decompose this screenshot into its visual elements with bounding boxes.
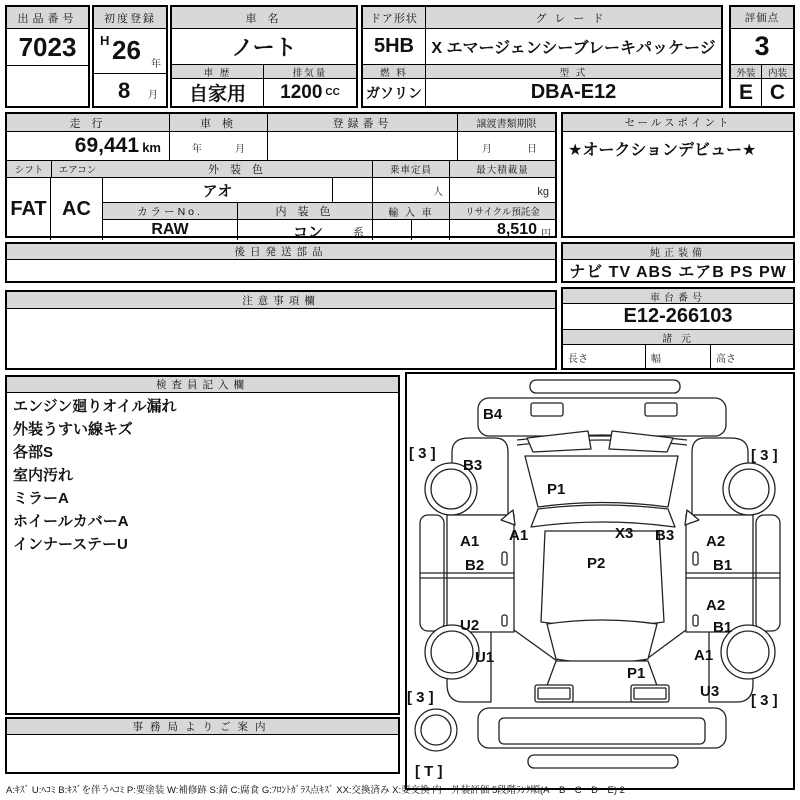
first-registration-month	[94, 74, 166, 108]
shaken-month-suffix: 月	[235, 144, 245, 155]
sales-point-box	[561, 112, 795, 238]
color-no-value: RAW	[151, 221, 189, 238]
inspector-note-line: ホイールカバーA	[13, 513, 129, 530]
spec-height-cell	[710, 345, 797, 368]
later-parts-box	[5, 242, 557, 283]
inspector-notes	[13, 395, 393, 556]
exterior-color-subcell	[332, 178, 372, 203]
chassis-header: 車台番号	[563, 289, 793, 304]
damage-code: B3	[655, 527, 675, 544]
damage-code: B3	[463, 457, 483, 474]
fuel-value: ガソリン	[363, 79, 426, 106]
transfer-month-suffix: 月	[482, 144, 492, 155]
year-suffix: 年	[151, 59, 161, 70]
wheel-rear-left-inner	[431, 631, 473, 673]
damage-code: P2	[587, 555, 606, 572]
inspector-note-line: エンジン廻りオイル漏れ	[13, 398, 177, 415]
history-value: 自家用	[172, 79, 264, 106]
taillight-right-inner	[634, 688, 666, 699]
displacement-number: 1200	[280, 81, 323, 103]
first-registration-header: 初度登録	[94, 7, 166, 29]
car-name-value: ノート	[172, 29, 356, 65]
interior-grade-header: 内装	[762, 65, 793, 79]
door-handle-front-right	[693, 552, 698, 565]
spec-length-cell	[563, 345, 645, 368]
model-code-header: 型 式	[426, 65, 721, 79]
damage-code: U1	[475, 649, 495, 666]
damage-code: X3	[615, 525, 634, 542]
interior-grade-value: C	[769, 80, 786, 104]
aircon-header: エアコン	[51, 161, 103, 178]
caution-header: 注意事項欄	[7, 292, 555, 309]
era-letter: H	[100, 33, 110, 48]
car-name-box	[170, 5, 358, 108]
rear-bumper	[478, 708, 726, 748]
shaken-year-suffix: 年	[192, 144, 202, 155]
inspector-note-line: 各部S	[13, 444, 54, 461]
spec-length-label: 長さ	[568, 354, 588, 365]
door-handle-rear-left	[502, 615, 507, 626]
reg-year: 26	[112, 35, 141, 65]
chassis-value: E12-266103	[563, 304, 793, 330]
recycle-fee-value	[449, 220, 555, 240]
windshield	[531, 505, 675, 527]
rear-lip	[528, 755, 678, 768]
mileage-value	[7, 132, 169, 161]
damage-code: [ 3 ]	[751, 447, 778, 464]
damage-code: A2	[706, 533, 726, 550]
exterior-color-value: アオ	[103, 178, 332, 203]
interior-color-value	[237, 220, 372, 240]
import-value	[372, 220, 449, 240]
spare-tire-inner	[421, 715, 451, 745]
roof	[541, 531, 664, 627]
exterior-grade-value: E	[731, 79, 762, 106]
max-load-value	[449, 178, 555, 203]
damage-code: B1	[713, 619, 733, 636]
mileage-header: 走 行	[7, 114, 169, 132]
chassis-box	[561, 287, 795, 370]
damage-code: U3	[700, 683, 720, 700]
reg-month: 8	[118, 78, 131, 103]
spec-height-label: 高さ	[716, 354, 736, 365]
import-header: 輸 入 車	[372, 203, 449, 220]
caution-box	[5, 290, 557, 370]
auction-number-value: 7023	[7, 29, 88, 66]
damage-code: [ T ]	[415, 763, 443, 780]
door-grade-box	[361, 5, 723, 108]
exterior-color-header: 外 装 色	[103, 161, 372, 178]
damage-code: B4	[483, 406, 503, 423]
interior-color-header: 内 装 色	[237, 203, 372, 220]
month-suffix: 月	[148, 90, 158, 101]
footer-legend: A:ｷｽﾞ U:ﾍｺﾐ B:ｷｽﾞを伴うﾍｺﾐ P:要塗装 W:補修跡 S:錆 C:腐食 G:ﾌﾛﾝﾄｶﾞﾗｽ点ｷｽﾞ XX:交換済み X:要交換 内・外装評価 5段階ﾗﾝｸ順(A・B・C・D・E) 2	[6, 785, 625, 796]
front-bumper	[478, 398, 726, 436]
aircon-value: AC	[51, 178, 103, 240]
damage-code: P1	[547, 481, 566, 498]
first-registration-year	[94, 29, 166, 74]
taillight-left-inner	[538, 688, 570, 699]
damage-code: [ 3 ]	[409, 445, 436, 462]
model-code-value: DBA-E12	[530, 81, 617, 103]
later-parts-header: 後日発送部品	[7, 244, 555, 260]
displacement-value	[264, 79, 356, 106]
transfer-deadline-value	[457, 132, 555, 161]
damage-code: U2	[460, 617, 480, 634]
spec-width-cell	[645, 345, 710, 368]
damage-code: A1	[694, 647, 714, 664]
score-box	[729, 5, 795, 108]
car-diagram-box	[405, 372, 795, 790]
import-value-divider	[411, 220, 412, 240]
max-load-unit: kg	[537, 186, 549, 198]
registration-number-value	[267, 132, 457, 161]
door-shape-value: 5HB	[363, 29, 426, 65]
recycle-fee-unit: 円	[541, 229, 551, 240]
shift-value: FAT	[7, 178, 51, 240]
front-bumper-detail-right	[645, 403, 677, 416]
shaken-value	[169, 132, 267, 161]
damage-code: P1	[627, 665, 646, 682]
damage-code: [ 3 ]	[407, 689, 434, 706]
grade-value: X エマージェンシーブレーキパッケージ	[426, 29, 721, 65]
capacity-header: 乗車定員	[372, 161, 449, 178]
interior-color-suffix: 系	[353, 227, 364, 239]
car-name-header: 車 名	[172, 7, 356, 29]
inspector-note-line: インナーステーU	[13, 536, 128, 553]
door-shape-header: ドア形状	[363, 7, 426, 29]
wheel-front-left-inner	[431, 469, 471, 509]
rear-window	[547, 620, 657, 663]
front-lip	[530, 380, 680, 393]
mileage-unit: km	[142, 140, 161, 155]
first-registration-box	[92, 5, 168, 108]
sales-point-value: ★オークションデビュー★	[568, 142, 757, 159]
transfer-day-suffix: 日	[527, 144, 537, 155]
color-no-header: カラーNo.	[103, 203, 237, 220]
interior-color-name: コン	[293, 224, 324, 241]
inspector-note-line: 外装うすい線キズ	[13, 421, 133, 438]
door-handle-rear-right	[693, 615, 698, 626]
registration-number-header: 登録番号	[267, 114, 457, 132]
history-header: 車 歴	[172, 65, 264, 79]
shaken-header: 車 検	[169, 114, 267, 132]
wheel-rear-right-inner	[727, 631, 769, 673]
oem-equipment-value: ナビ TV ABS エアB PS PW	[569, 264, 787, 281]
inspector-note-line: ミラーA	[13, 490, 69, 507]
displacement-header: 排気量	[264, 65, 356, 79]
capacity-value	[372, 178, 449, 203]
grade-header: グレード	[426, 7, 721, 29]
mileage-number: 69,441	[74, 134, 139, 157]
transfer-deadline-header: 譲渡書類期限	[457, 114, 555, 132]
car-top-view-diagram	[407, 374, 793, 788]
max-load-header: 最大積載量	[449, 161, 555, 178]
recycle-fee-number: 8,510	[496, 221, 537, 238]
displacement-unit: CC	[325, 87, 340, 98]
status-box	[5, 112, 557, 241]
exterior-grade-header: 外装	[731, 65, 762, 79]
wheel-front-right-inner	[729, 469, 769, 509]
score-value: 3	[731, 29, 793, 65]
recycle-fee-header: リサイクル預託金	[449, 203, 555, 220]
office-box	[5, 717, 400, 774]
office-header: 事務局よりご案内	[7, 719, 398, 735]
oem-equipment-header: 純正装備	[563, 244, 793, 260]
auction-number-header: 出品番号	[7, 7, 88, 29]
capacity-unit: 人	[433, 187, 443, 198]
damage-code: B1	[713, 557, 733, 574]
damage-code: A2	[706, 597, 726, 614]
spec-width-label: 幅	[651, 354, 661, 365]
damage-code: B2	[465, 557, 485, 574]
damage-code: A1	[460, 533, 480, 550]
inspector-note-line: 室内汚れ	[13, 467, 74, 484]
auction-number-box	[5, 5, 90, 108]
damage-code: [ 3 ]	[751, 692, 778, 709]
spec-header: 諸 元	[563, 330, 793, 345]
sales-point-header: セールスポイント	[563, 114, 793, 132]
front-bumper-detail-left	[531, 403, 563, 416]
inspector-header: 検査員記入欄	[7, 377, 398, 393]
oem-equipment-box	[561, 242, 795, 283]
damage-code: A1	[509, 527, 529, 544]
fuel-header: 燃 料	[363, 65, 426, 79]
score-header: 評価点	[731, 7, 793, 29]
shift-header: シフト	[7, 161, 51, 178]
door-handle-front-left	[502, 552, 507, 565]
inspector-box	[5, 375, 400, 715]
